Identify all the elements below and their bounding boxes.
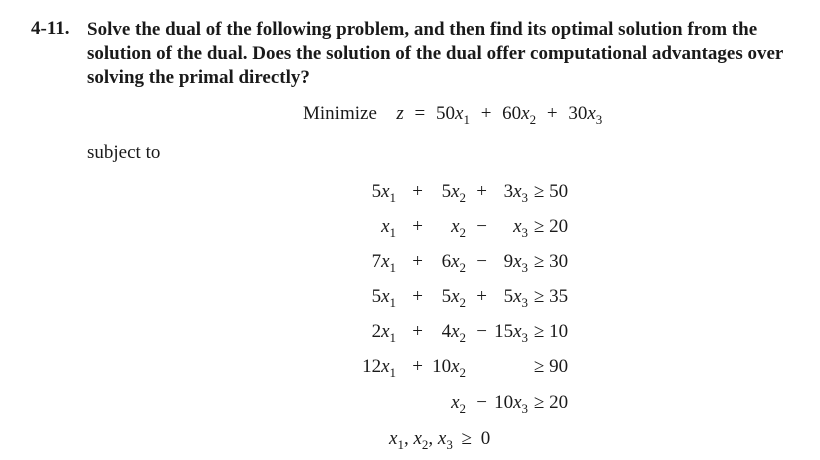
constraint-term: $5x_3$ (503, 286, 528, 310)
constraint-term: $x_2$ (451, 392, 466, 416)
problem-line-1: Solve the dual of the following problem, and then find its optimal solution from the (87, 19, 758, 40)
constraint-term: $5x_2$ (441, 181, 466, 205)
objective-keyword: Minimize (303, 103, 377, 124)
constraint-term: $3x_3$ (503, 181, 528, 205)
constraint-term: $x_3$ (513, 216, 528, 240)
constraint-term: $10x_3$ (494, 392, 528, 416)
constraint-rhs: ≥ 35 (534, 286, 569, 307)
constraint-rhs: ≥ 30 (534, 251, 569, 272)
constraint-rhs: ≥ 90 (534, 356, 569, 377)
objective-term-3: $30x_3$ (568, 103, 603, 127)
constraint-term: $9x_3$ (503, 251, 528, 275)
plus-sign: + (412, 286, 423, 307)
subject-to-label: subject to (87, 142, 161, 163)
constraint-rhs: ≥ 20 (534, 392, 569, 413)
constraint-term: $4x_2$ (441, 321, 466, 345)
plus-sign: + (476, 181, 487, 202)
problem-line-2: solution of the dual. Does the solution of the dual offer computational advantages over (87, 43, 784, 64)
constraint-term: $12x_1$ (362, 356, 396, 380)
plus-sign: + (412, 181, 423, 202)
constraint-term: $6x_2$ (441, 251, 466, 275)
minus-sign: − (476, 392, 487, 413)
problem-line-3: solving the primal directly? (87, 67, 310, 88)
constraint-rhs: ≥ 20 (534, 216, 569, 237)
plus-sign: + (476, 286, 487, 307)
objective-term-1: $50x_1$ (436, 103, 470, 127)
plus-sign: + (412, 321, 423, 342)
constraint-term: $5x_2$ (441, 286, 466, 310)
equals-sign: = (414, 103, 426, 124)
minus-sign: − (476, 321, 487, 342)
plus-sign: + (412, 216, 423, 237)
constraint-term: $10x_2$ (432, 356, 466, 380)
problem-number: 4-11. (31, 18, 70, 39)
plus-sign: + (412, 356, 423, 377)
constraint-rhs: ≥ 10 (534, 321, 569, 342)
constraint-term: $7x_1$ (371, 251, 396, 275)
plus-sign: + (546, 103, 558, 124)
minus-sign: − (476, 251, 487, 272)
constraint-rhs: ≥ 50 (534, 181, 569, 202)
constraint-term: $x_2$ (451, 216, 466, 240)
plus-sign: + (480, 103, 492, 124)
constraint-term: $2x_1$ (371, 321, 396, 345)
constraint-term: $5x_1$ (371, 181, 396, 205)
objective-term-2: $60x_2$ (502, 103, 537, 127)
nonnegativity-constraint: $x_1$, $x_2$, $x_3 \ge 0$ (389, 428, 491, 452)
constraint-term: $x_1$ (381, 216, 396, 240)
minus-sign: − (476, 216, 487, 237)
constraint-term: $15x_3$ (494, 321, 528, 345)
constraint-term: $5x_1$ (371, 286, 396, 310)
plus-sign: + (412, 251, 423, 272)
objective-variable: z (396, 103, 404, 124)
